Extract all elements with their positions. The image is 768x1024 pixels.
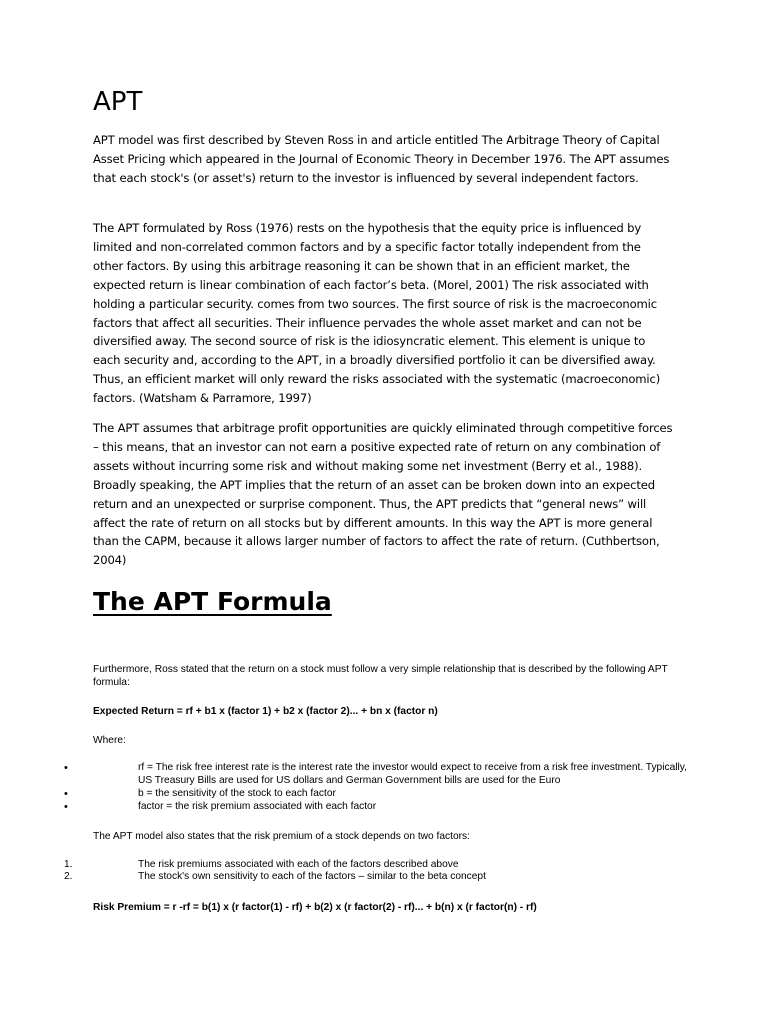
paragraph-ross-hypothesis: The APT formulated by Ross (1976) rests on the hypothesis that the equity price is influenced by limited and non-correlated common factors and by a specific factor totally independent from the other factors. By using this arbitrage reasoning it can be shown that in an efficient market, the expected return is linear combination of each factor’s beta. (Morel, 2001) The risk associated with holding a particular security. comes from two sources. The first source of risk is the macroeconomic factors that affect all securities. Their influence pervades the whole asset market and can not be diversified away. The second source of risk is the idiosyncratic element. This element is unique to each security and, according to the APT, in a broadly diversified portfolio it can be diversified away. Thus, an efficient market will only reward the risks associated with the systematic (macroeconomic) factors. (Watsham & Parramore, 1997) <box>93 221 661 406</box>
model-statement-text: The APT model also states that the risk premium of a stock depends on two factors: <box>93 831 470 842</box>
numbered-item-text: The stock's own sensitivity to each of the factors – similar to the beta concept <box>138 871 486 882</box>
paragraph-arbitrage-assumption: The APT assumes that arbitrage profit opportunities are quickly eliminated through competitive forces – this means, that an investor can not earn a positive expected rate of return on any combination of assets without incurring some risk and without making some net investment (Berry et al., 1988). Broadly speaking, the APT implies that the return of an asset can be broken down into an expected return and an unexpected or surprise component. Thus, the APT predicts that “general news” will affect the rate of return on all stocks but by different amounts. In this way the APT is more general than the CAPM, because it allows larger number of factors to affect the rate of return. (Cuthbertson, 2004) <box>93 421 673 568</box>
number-marker: 1. <box>64 859 73 870</box>
risk-premium-formula: Risk Premium = r -rf = b(1) x (r factor(1) - rf) + b(2) x (r factor(2) - rf)... + b(n) x (r factor(n) - rf) <box>93 902 537 913</box>
bullet-item-text: rf = The risk free interest rate is the interest rate the investor would expect to receive from a risk free investment. Typically, US Treasury Bills are used for US dollars and German Government bills are used for the Euro <box>138 762 687 786</box>
bullet-marker: • <box>64 801 68 813</box>
number-marker: 2. <box>64 871 73 882</box>
paragraph-intro: APT model was first described by Steven Ross in and article entitled The Arbitrage Theory of Capital Asset Pricing which appeared in the Journal of Economic Theory in December 1976. The APT assumes that each stock's (or asset's) return to the investor is influenced by several independent factors. <box>93 133 670 185</box>
expected-return-formula: Expected Return = rf + b1 x (factor 1) + b2 x (factor 2)... + bn x (factor n) <box>93 706 438 717</box>
bullet-marker: • <box>64 788 68 800</box>
document-title: APT <box>93 87 143 117</box>
bullet-marker: • <box>64 762 68 774</box>
where-label: Where: <box>93 735 126 746</box>
bullet-item-text: factor = the risk premium associated with each factor <box>138 801 377 812</box>
formula-intro-text: Furthermore, Ross stated that the return on a stock must follow a very simple relationship that is described by the following APT formula: <box>93 664 668 688</box>
numbered-item-text: The risk premiums associated with each of the factors described above <box>138 859 459 870</box>
bullet-item-text: b = the sensitivity of the stock to each factor <box>138 788 336 799</box>
section-heading-apt-formula: The APT Formula <box>93 587 332 616</box>
